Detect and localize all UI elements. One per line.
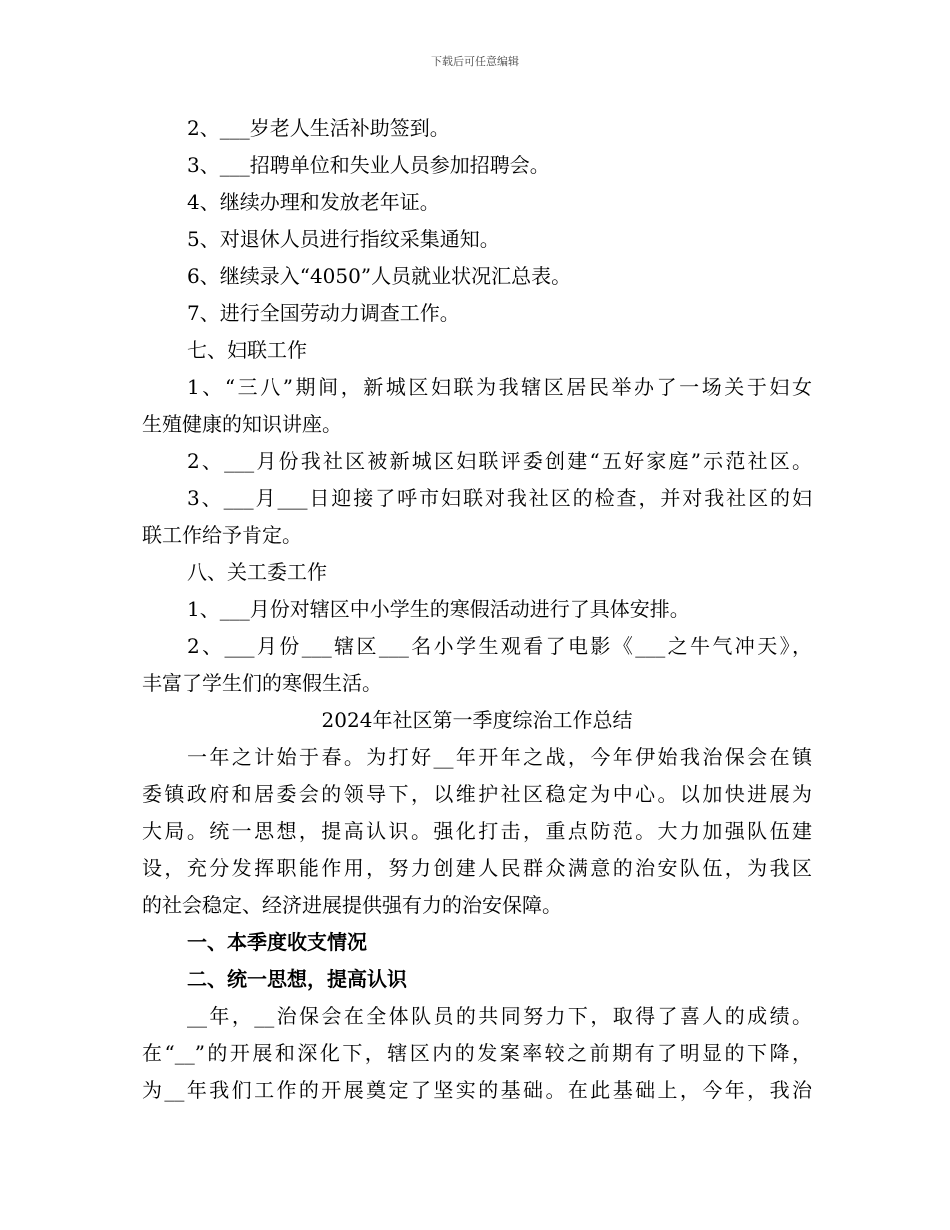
list-item: 3、___招聘单位和失业人员参加招聘会。	[187, 153, 550, 177]
list-item: 6、继续录入“4050”人员就业状况汇总表。	[187, 264, 572, 288]
list-item: 4、继续办理和发放老年证。	[187, 190, 440, 214]
paragraph-line: 为__年我们工作的开展奠定了坚实的基础。在此基础上，今年，我治	[142, 1078, 812, 1102]
paragraph-line: 委镇政府和居委会的领导下，以维护社区稳定为中心。以加快进展为	[142, 782, 812, 806]
paragraph-line: 设，充分发挥职能作用，努力创建人民群众满意的治安队伍，为我区	[142, 856, 812, 880]
section-heading: 一、本季度收支情况	[187, 930, 367, 954]
list-item: 1、___月份对辖区中小学生的寒假活动进行了具体安排。	[187, 597, 690, 621]
page-header: 下载后可任意编辑	[431, 55, 519, 68]
paragraph-line: 在“__”的开展和深化下，辖区内的发案率较之前期有了明显的下降，	[142, 1041, 812, 1065]
paragraph-line: 大局。统一思想，提高认识。强化打击，重点防范。大力加强队伍建	[142, 819, 812, 843]
paragraph-line: 2、___月份我社区被新城区妇联评委创建“五好家庭”示范社区。	[187, 449, 812, 473]
list-item: 7、进行全国劳动力调查工作。	[187, 301, 460, 325]
list-item: 2、___岁老人生活补助签到。	[187, 116, 450, 140]
paragraph-line: __年，__治保会在全体队员的共同努力下，取得了喜人的成绩。	[187, 1004, 812, 1028]
section-heading: 二、统一思想，提高认识	[187, 967, 407, 991]
paragraph-line: 丰富了学生们的寒假生活。	[142, 671, 382, 695]
paragraph-line: 的社会稳定、经济进展提供强有力的治安保障。	[142, 893, 562, 917]
paragraph-line: 生殖健康的知识讲座。	[142, 412, 342, 436]
document-title: 2024年社区第一季度综治工作总结	[321, 708, 633, 732]
paragraph-line: 1、“三八”期间，新城区妇联为我辖区居民举办了一场关于妇女	[187, 375, 812, 399]
paragraph-line: 3、___月___日迎接了呼市妇联对我社区的检查，并对我社区的妇	[187, 486, 812, 510]
paragraph-line: 联工作给予肯定。	[142, 523, 302, 547]
section-heading: 七、妇联工作	[187, 338, 307, 362]
section-heading: 八、关工委工作	[187, 560, 327, 584]
list-item: 5、对退休人员进行指纹采集通知。	[187, 227, 500, 251]
paragraph-line: 一年之计始于春。为打好__年开年之战，今年伊始我治保会在镇	[187, 745, 812, 769]
paragraph-line: 2、___月份___辖区___名小学生观看了电影《___之牛气冲天》，	[187, 634, 812, 658]
